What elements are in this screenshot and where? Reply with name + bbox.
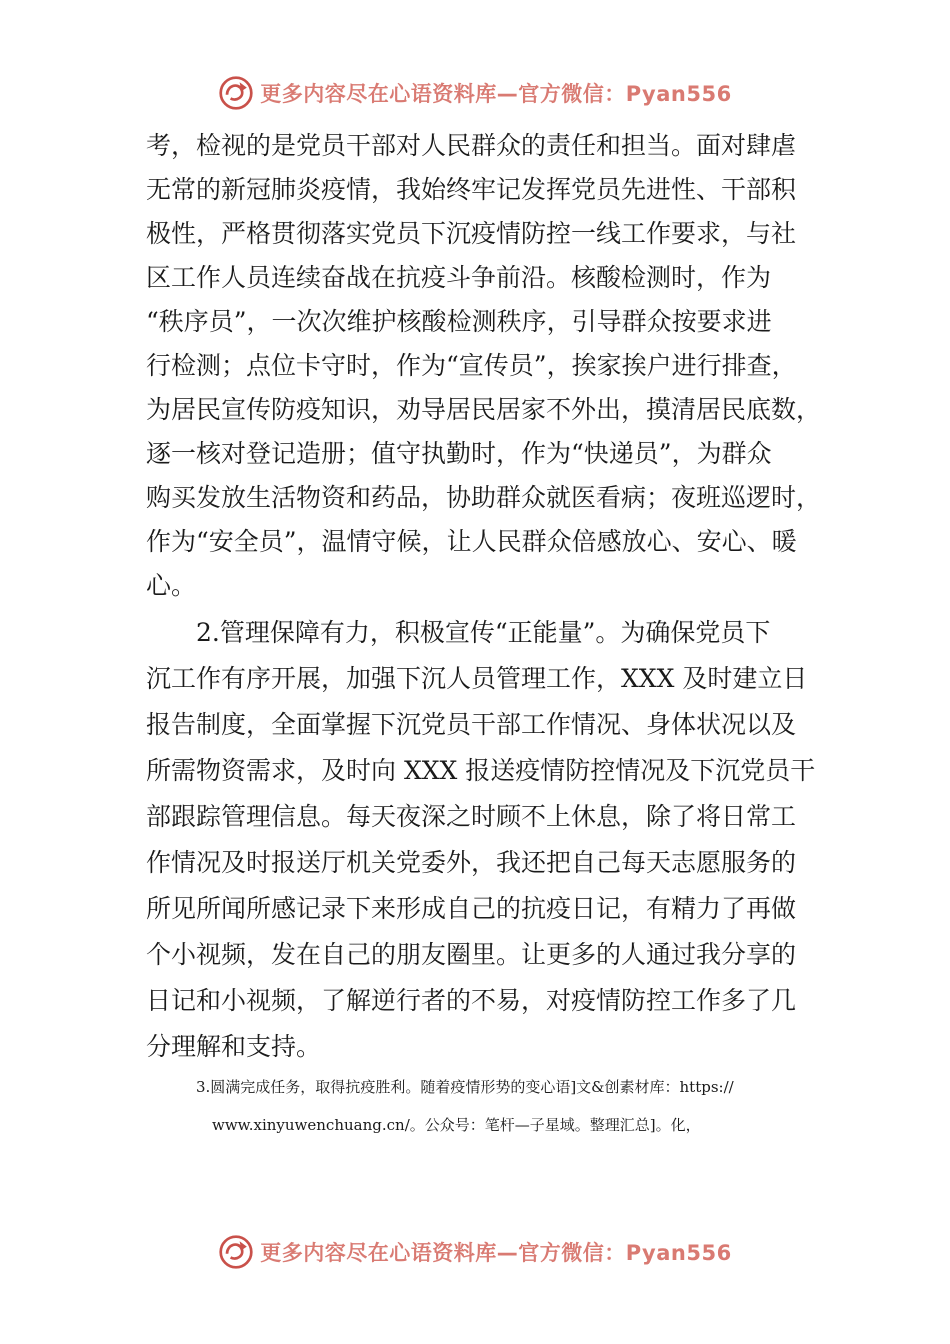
body-line: 作为“安全员”，温情守候，让人民群众倍感放心、安心、暖 xyxy=(146,527,797,556)
body-line-indented: 2.管理保障有力，积极宣传“正能量”。为确保党员下 xyxy=(196,618,771,647)
body-line: 所需物资需求，及时向 XXX 报送疫情防控情况及下沉党员干 xyxy=(146,756,816,785)
body-line: 心。 xyxy=(146,571,197,600)
body-line: 个小视频，发在自己的朋友圈里。让更多的人通过我分享的 xyxy=(146,940,797,969)
body-line: 无常的新冠肺炎疫情，我始终牢记发挥党员先进性、干部积 xyxy=(146,175,797,204)
body-line: 区工作人员连续奋战在抗疫斗争前沿。核酸检测时，作为 xyxy=(146,263,772,292)
body-line: 日记和小视频，了解逆行者的不易，对疫情防控工作多了几 xyxy=(146,986,797,1015)
footer-banner xyxy=(0,1232,950,1272)
body-line: 部跟踪管理信息。每天夜深之时顾不上休息，除了将日常工 xyxy=(146,802,797,831)
heart-swirl-logo xyxy=(218,1234,254,1270)
body-line: 所见所闻所感记录下来形成自己的抗疫日记，有精力了再做 xyxy=(146,894,797,923)
body-line: 考，检视的是党员干部对人民群众的责任和担当。面对肆虐 xyxy=(146,131,797,160)
header-banner xyxy=(0,73,950,113)
body-line: 沉工作有序开展，加强下沉人员管理工作，XXX 及时建立日 xyxy=(146,664,808,693)
header-banner-text: 更多内容尽在心语资料库—官方微信：Pyan556 xyxy=(260,82,732,106)
body-line: 为居民宣传防疫知识，劝导居民居家不外出，摸清居民底数， xyxy=(146,395,822,424)
body-line: 极性，严格贯彻落实党员下沉疫情防控一线工作要求，与社 xyxy=(146,219,797,248)
note-line: 3.圆满完成任务，取得抗疫胜利。随着疫情形势的变心语]文&创素材库：https:// xyxy=(196,1078,734,1096)
body-line: “秩序员”，一次次维护核酸检测秩序，引导群众按要求进 xyxy=(146,307,772,336)
heart-swirl-logo xyxy=(218,75,254,111)
body-line: 作情况及时报送厅机关党委外，我还把自己每天志愿服务的 xyxy=(146,848,797,877)
note-line: www.xinyuwenchuang.cn/。公众号：笔杆—子星域。整理汇总]。化， xyxy=(212,1116,701,1134)
body-line: 报告制度，全面掌握下沉党员干部工作情况、身体状况以及 xyxy=(146,710,797,739)
body-line: 购买发放生活物资和药品，协助群众就医看病；夜班巡逻时， xyxy=(146,483,822,512)
footer-banner-text: 更多内容尽在心语资料库—官方微信：Pyan556 xyxy=(260,1241,732,1265)
body-line: 分理解和支持。 xyxy=(146,1032,322,1061)
body-line: 逐一核对登记造册；值守执勤时，作为“快递员”，为群众 xyxy=(146,439,772,468)
body-line: 行检测；点位卡守时，作为“宣传员”，挨家挨户进行排查， xyxy=(146,351,797,380)
